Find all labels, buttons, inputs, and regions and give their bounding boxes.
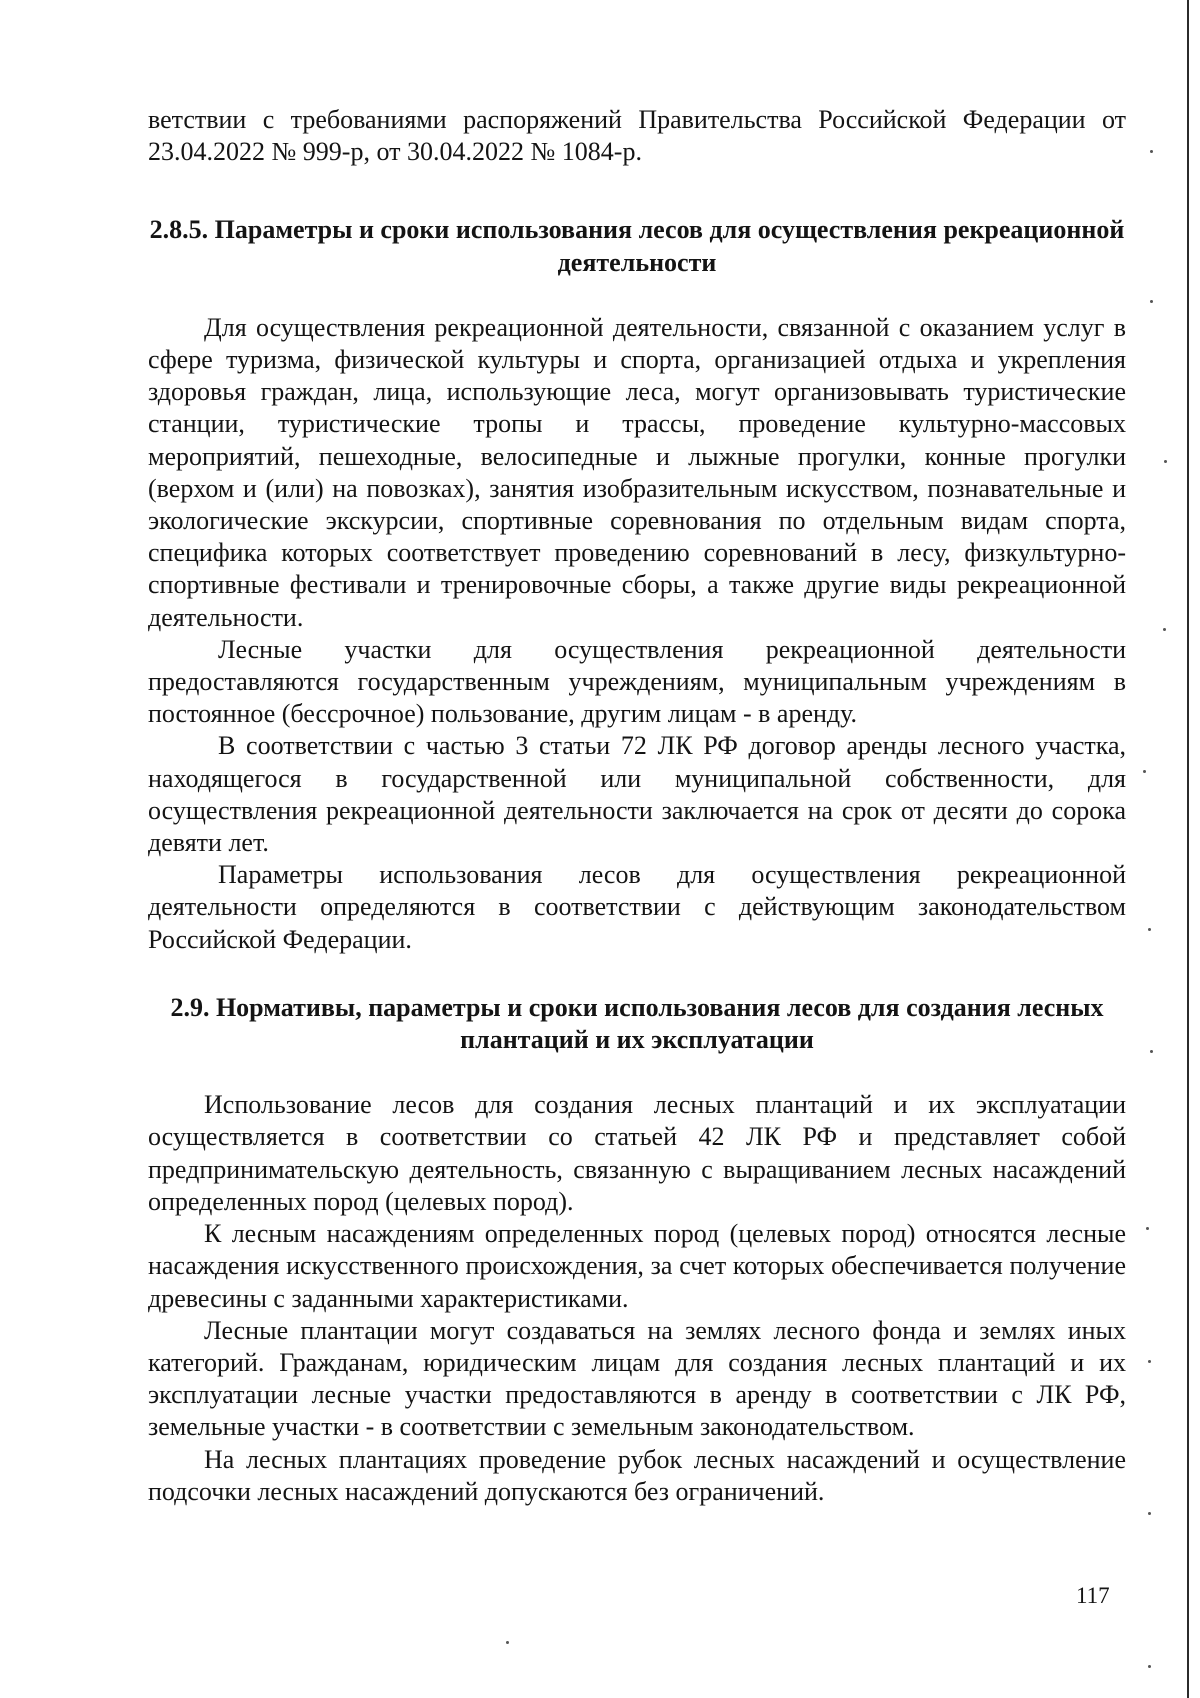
paragraph: К лесным насаждениям определенных пород (целевых пород) относятся лесные насаждения искусственного происхождения, за счет которых обеспечивается получение древесины с заданными характеристиками. bbox=[148, 1219, 1126, 1313]
section-heading-2-9: 2.9. Нормативы, параметры и сроки использования лесов для создания лесных плантаций и их эксплуатации bbox=[170, 992, 1104, 1055]
continuation-paragraph: ветствии с требованиями распоряжений Правительства Российской Федерации от 23.04.2022 № 999-р, от 30.04.2022 № 1084-р. bbox=[148, 105, 1126, 167]
paragraph: В соответствии с частью 3 статьи 72 ЛК РФ договор аренды лесного участка, находящегося в государственной или муниципальной собственности, для осуществления рекреационной деятельности заключается на срок от десяти до сорока девяти лет. bbox=[148, 731, 1126, 858]
paragraph: Параметры использования лесов для осуществления рекреационной деятельности определяются в соответствии с действующим законодательством Российской Федерации. bbox=[148, 860, 1126, 954]
paragraph: Для осуществления рекреационной деятельности, связанной с оказанием услуг в сфере туризма, физической культуры и спорта, организацией отдыха и укрепления здоровья граждан, лица, использующие леса, могут организовывать туристические станции, туристические тропы и трассы, проведение культурно-массовых мероприятий, пешеходные, велосипедные и лыжные прогулки, конные прогулки (верхом и (или) на повозках), занятия изобразительным искусством, познавательные и экологические экскурсии, спортивные соревнования по отдельным видам спорта, специфика которых соответствует проведению соревнований в лесу, физкультурно-спортивные фестивали и тренировочные сборы, а также другие виды рекреационной деятельности. bbox=[148, 312, 1126, 632]
section-heading-2-8-5: 2.8.5. Параметры и сроки использования лесов для осуществления рекреационной деятельности bbox=[149, 215, 1125, 277]
paragraph: Лесные участки для осуществления рекреационной деятельности предоставляются государственным учреждениям, муниципальным учреждениям в постоянное (бессрочное) пользование, другим лицам - в аренду. bbox=[148, 634, 1126, 729]
paragraph: Использование лесов для создания лесных плантаций и их эксплуатации осуществляется в соответствии со статьей 42 ЛК РФ и представляет собой предпринимательскую деятельность, связанную с выращиванием лесных насаждений определенных пород (целевых пород). bbox=[148, 1090, 1126, 1216]
page-number: 117 bbox=[1076, 1583, 1110, 1608]
paragraph: Лесные плантации могут создаваться на землях лесного фонда и землях иных категорий. Гражданам, юридическим лицам для создания лесных плантаций и их эксплуатации лесные участки предоставляются в аренду в соответствии с ЛК РФ, земельные участки - в соответствии с земельным законодательством. bbox=[148, 1315, 1126, 1442]
scan-edge-line bbox=[1187, 0, 1189, 1698]
document-body bbox=[148, 104, 1126, 1508]
paragraph: На лесных плантациях проведение рубок лесных насаждений и осуществление подсочки лесных насаждений допускаются без ограничений. bbox=[148, 1444, 1126, 1506]
